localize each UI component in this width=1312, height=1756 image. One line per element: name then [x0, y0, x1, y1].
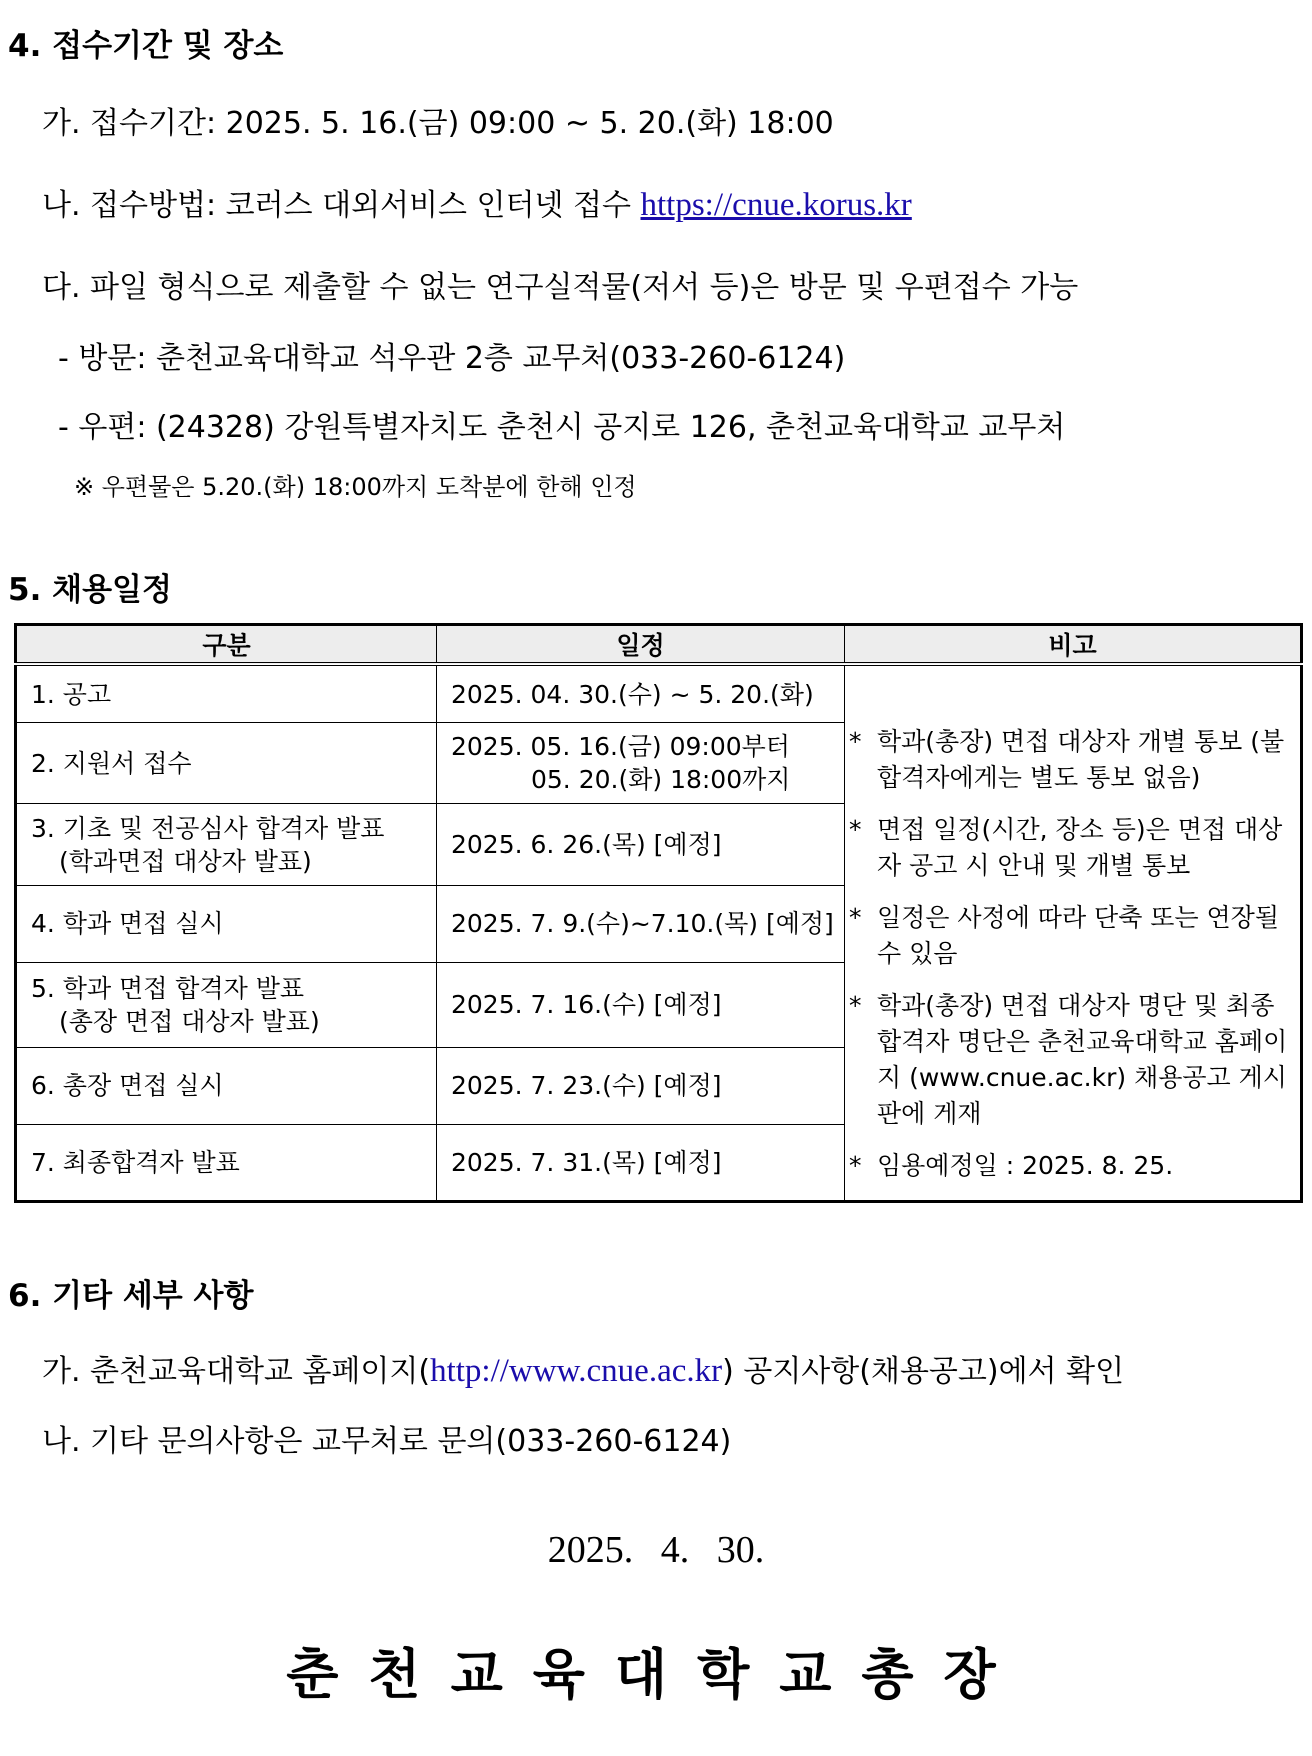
- offline-submission: 다. 파일 형식으로 제출할 수 없는 연구실적물(저서 등)은 방문 및 우편접수 가능: [42, 270, 1079, 305]
- homepage-notice: 가. 춘천교육대학교 홈페이지(http://www.cnue.ac.kr) 공지사항(채용공고)에서 확인: [42, 1353, 1125, 1389]
- header-category: 구분: [16, 625, 437, 665]
- row-item: 5. 학과 면접 합격자 발표 (총장 면접 대상자 발표): [16, 962, 437, 1047]
- table-header-row: [16, 625, 1302, 665]
- remark-item: * 임용예정일 : 2025. 8. 25.: [849, 1151, 1174, 1180]
- receipt-method-text: 나. 접수방법: 코러스 대외서비스 인터넷 접수: [42, 188, 641, 223]
- row-item: 6. 총장 면접 실시: [16, 1047, 437, 1124]
- row-date: 2025. 05. 16.(금) 09:00부터 05. 20.(화) 18:00까지: [437, 723, 845, 804]
- remark-item: * 학과(총장) 면접 대상자 개별 통보 (불합격자에게는 별도 통보 없음): [849, 727, 1285, 792]
- section6-title: 6. 기타 세부 사항: [8, 1278, 254, 1314]
- header-remarks: 비고: [845, 625, 1302, 665]
- receipt-period: 가. 접수기간: 2025. 5. 16.(금) 09:00 ~ 5. 20.(화) 18:00: [42, 106, 834, 141]
- receipt-method: [42, 180, 912, 224]
- row-date: 2025. 6. 26.(목) [예정]: [437, 804, 845, 885]
- row-item: 3. 기초 및 전공심사 합격자 발표 (학과면접 대상자 발표): [16, 804, 437, 885]
- homepage-link[interactable]: http://www.cnue.ac.kr: [430, 1353, 723, 1389]
- president-signature: 춘천교육대학교총장: [286, 1643, 1026, 1706]
- row-item: 2. 지원서 접수: [16, 723, 437, 804]
- row-date: 2025. 7. 23.(수) [예정]: [437, 1047, 845, 1124]
- schedule-table: [14, 623, 1303, 1203]
- section4-title: 4. 접수기간 및 장소: [8, 28, 284, 64]
- row-item: 1. 공고: [16, 664, 437, 723]
- row-item: 7. 최종합격자 발표: [16, 1124, 437, 1201]
- row-item: 4. 학과 면접 실시: [16, 885, 437, 962]
- row-date: 2025. 7. 9.(수)~7.10.(목) [예정]: [437, 885, 845, 962]
- remark-item: * 일정은 사정에 따라 단축 또는 연장될 수 있음: [849, 903, 1279, 968]
- table-row: [16, 664, 1302, 723]
- row-date: 2025. 7. 16.(수) [예정]: [437, 962, 845, 1047]
- mail-info: - 우편: (24328) 강원특별자치도 춘천시 공지로 126, 춘천교육대학교 교무처: [58, 410, 1066, 445]
- remarks-cell: [845, 664, 1302, 1202]
- visit-info: - 방문: 춘천교육대학교 석우관 2층 교무처(033-260-6124): [58, 341, 846, 376]
- mail-note: ※ 우편물은 5.20.(화) 18:00까지 도착분에 한해 인정: [74, 473, 637, 501]
- row-date: 2025. 7. 31.(목) [예정]: [437, 1124, 845, 1201]
- issue-date: 2025. 4. 30.: [547, 1529, 765, 1571]
- korus-link[interactable]: https://cnue.korus.kr: [640, 187, 912, 223]
- header-schedule: 일정: [437, 625, 845, 665]
- section5-title: 5. 채용일정: [8, 572, 172, 608]
- row-date: 2025. 04. 30.(수) ~ 5. 20.(화): [437, 664, 845, 723]
- remark-item: * 면접 일정(시간, 장소 등)은 면접 대상자 공고 시 안내 및 개별 통보: [849, 815, 1283, 880]
- inquiry-info: 나. 기타 문의사항은 교무처로 문의(033-260-6124): [42, 1424, 732, 1459]
- remark-item: * 학과(총장) 면접 대상자 명단 및 최종 합격자 명단은 춘천교육대학교 홈페이지 (www.cnue.ac.kr) 채용공고 게시판에 게재: [849, 991, 1288, 1128]
